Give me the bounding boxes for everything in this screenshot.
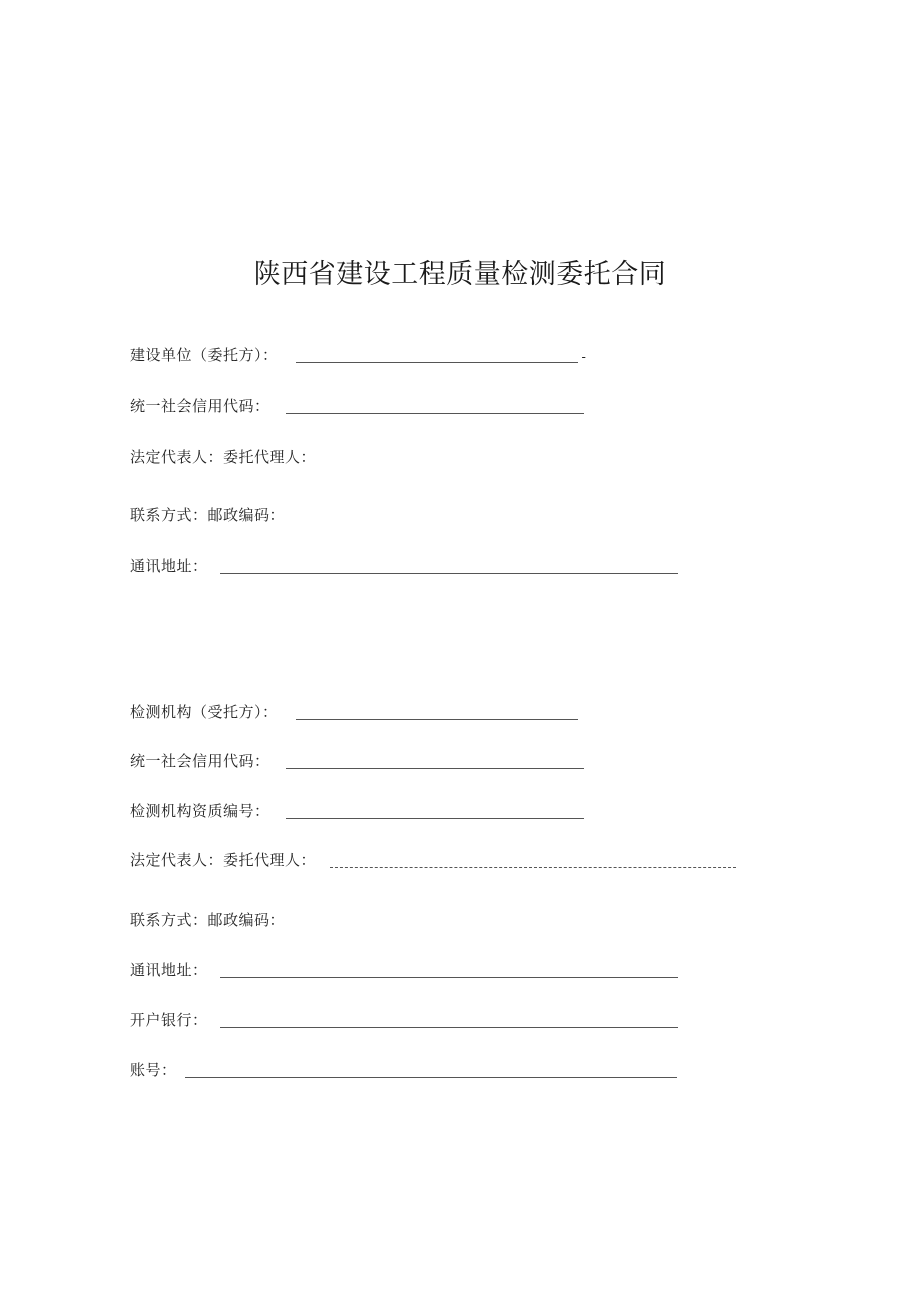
- agency-qualification-row: [130, 799, 584, 821]
- client-credit-code-label: 统一社会信用代码：: [130, 397, 270, 415]
- agency-credit-code-label: 统一社会信用代码：: [130, 752, 270, 770]
- client-address-field[interactable]: [220, 558, 678, 576]
- agency-org-label: 检测机构（受托方）：: [130, 703, 278, 721]
- agency-qualification-field[interactable]: [286, 803, 584, 821]
- agency-qualification-label: 检测机构资质编号：: [130, 802, 270, 820]
- client-unit-label: 建设单位（委托方）：: [130, 346, 278, 364]
- agency-address-row: [130, 958, 678, 980]
- agency-credit-code-row: [130, 749, 584, 771]
- agency-org-field[interactable]: [296, 704, 578, 722]
- client-address-label: 通讯地址：: [130, 557, 208, 575]
- agency-bank-field[interactable]: [220, 1012, 678, 1030]
- agency-contact-row: [130, 908, 285, 930]
- agency-legal-rep-field[interactable]: [330, 852, 736, 870]
- client-legal-rep-row: [130, 445, 316, 467]
- agency-legal-rep-label: 法定代表人：委托代理人：: [130, 851, 317, 869]
- agency-account-row: [130, 1058, 677, 1080]
- client-credit-code-field[interactable]: [286, 398, 584, 416]
- agency-legal-rep-row: [130, 848, 736, 870]
- client-unit-row: [130, 343, 586, 365]
- agency-address-field[interactable]: [220, 962, 678, 980]
- client-contact-label: 联系方式：邮政编码：: [130, 506, 286, 524]
- agency-account-field[interactable]: [185, 1062, 677, 1080]
- agency-account-label: 账号：: [130, 1061, 177, 1079]
- contract-title: 陕西省建设工程质量检测委托合同: [253, 259, 667, 290]
- agency-contact-label: 联系方式：邮政编码：: [130, 911, 286, 929]
- agency-bank-row: [130, 1008, 678, 1030]
- client-unit-field[interactable]: [296, 347, 578, 365]
- client-unit-suffix: -: [581, 350, 587, 365]
- client-credit-code-row: [130, 394, 584, 416]
- agency-address-label: 通讯地址：: [130, 961, 208, 979]
- agency-bank-label: 开户银行：: [130, 1011, 208, 1029]
- agency-credit-code-field[interactable]: [286, 753, 584, 771]
- client-legal-rep-label: 法定代表人：委托代理人：: [130, 448, 317, 466]
- client-contact-row: [130, 503, 285, 525]
- agency-org-row: [130, 700, 578, 722]
- client-address-row: [130, 554, 678, 576]
